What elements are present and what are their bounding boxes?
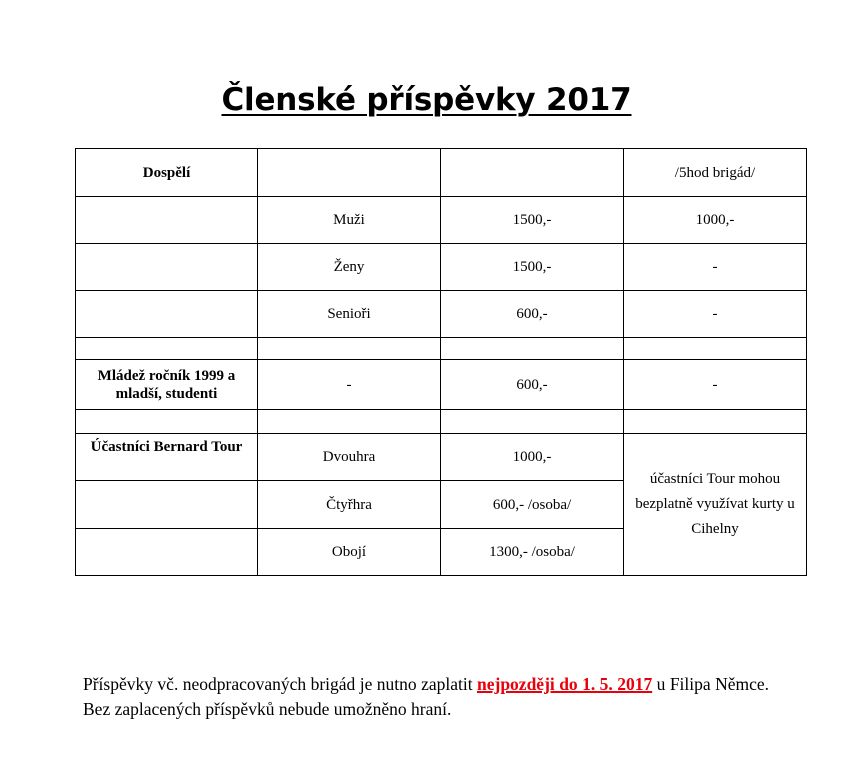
empty-cell	[258, 149, 441, 197]
fee-cell: 600,-	[441, 291, 624, 338]
category-cell: Obojí	[258, 529, 441, 576]
payment-note	[83, 672, 769, 722]
payment-note-text: Příspěvky vč. neodpracovaných brigád je nutno zaplatit	[83, 673, 477, 694]
table-row-tour	[76, 434, 807, 481]
empty-cell	[76, 244, 258, 291]
fee-cell: 1500,-	[441, 244, 624, 291]
empty-cell	[76, 410, 258, 434]
document-title	[0, 80, 853, 120]
fee-cell: 1500,-	[441, 197, 624, 244]
table-row	[76, 197, 807, 244]
brigade-fee-cell: -	[624, 244, 807, 291]
empty-cell	[624, 410, 807, 434]
category-cell: Dvouhra	[258, 434, 441, 481]
empty-cell	[441, 338, 624, 360]
empty-cell	[441, 410, 624, 434]
empty-cell	[76, 338, 258, 360]
tour-label-cell: Účastníci Bernard Tour	[76, 434, 258, 481]
tour-note-cell: účastníci Tour mohou bezplatně využívat kurty u Cihelny	[624, 434, 807, 576]
payment-note-text-end: u Filipa Němce. Bez zaplacených příspěvků nebude umožněno hraní.	[83, 673, 770, 719]
brigade-fee-cell: -	[624, 291, 807, 338]
empty-cell	[76, 291, 258, 338]
fee-cell: 600,-	[441, 360, 624, 410]
table-row-adults-header	[76, 149, 807, 197]
empty-cell	[76, 481, 258, 529]
document-title-text: Členské příspěvky 2017	[221, 82, 632, 118]
fees-table	[75, 148, 807, 576]
fee-cell: 1000,-	[441, 434, 624, 481]
empty-cell	[258, 410, 441, 434]
category-cell: Muži	[258, 197, 441, 244]
deadline-highlight: nejpozději do 1. 5. 2017	[477, 673, 653, 694]
empty-cell	[76, 529, 258, 576]
youth-label-cell: Mládež ročník 1999 a mladší, studenti	[76, 360, 258, 410]
empty-cell	[624, 338, 807, 360]
table-row	[76, 244, 807, 291]
empty-cell	[441, 149, 624, 197]
category-cell: Ženy	[258, 244, 441, 291]
table-row	[76, 291, 807, 338]
spacer-row	[76, 410, 807, 434]
fee-cell: 1300,- /osoba/	[441, 529, 624, 576]
brigade-header-cell: /5hod brigád/	[624, 149, 807, 197]
category-cell: -	[258, 360, 441, 410]
empty-cell	[76, 197, 258, 244]
empty-cell	[258, 338, 441, 360]
brigade-fee-cell: -	[624, 360, 807, 410]
adults-label-cell: Dospělí	[76, 149, 258, 197]
table-row-youth	[76, 360, 807, 410]
category-cell: Senioři	[258, 291, 441, 338]
brigade-fee-cell: 1000,-	[624, 197, 807, 244]
spacer-row	[76, 338, 807, 360]
fee-cell: 600,- /osoba/	[441, 481, 624, 529]
category-cell: Čtyřhra	[258, 481, 441, 529]
